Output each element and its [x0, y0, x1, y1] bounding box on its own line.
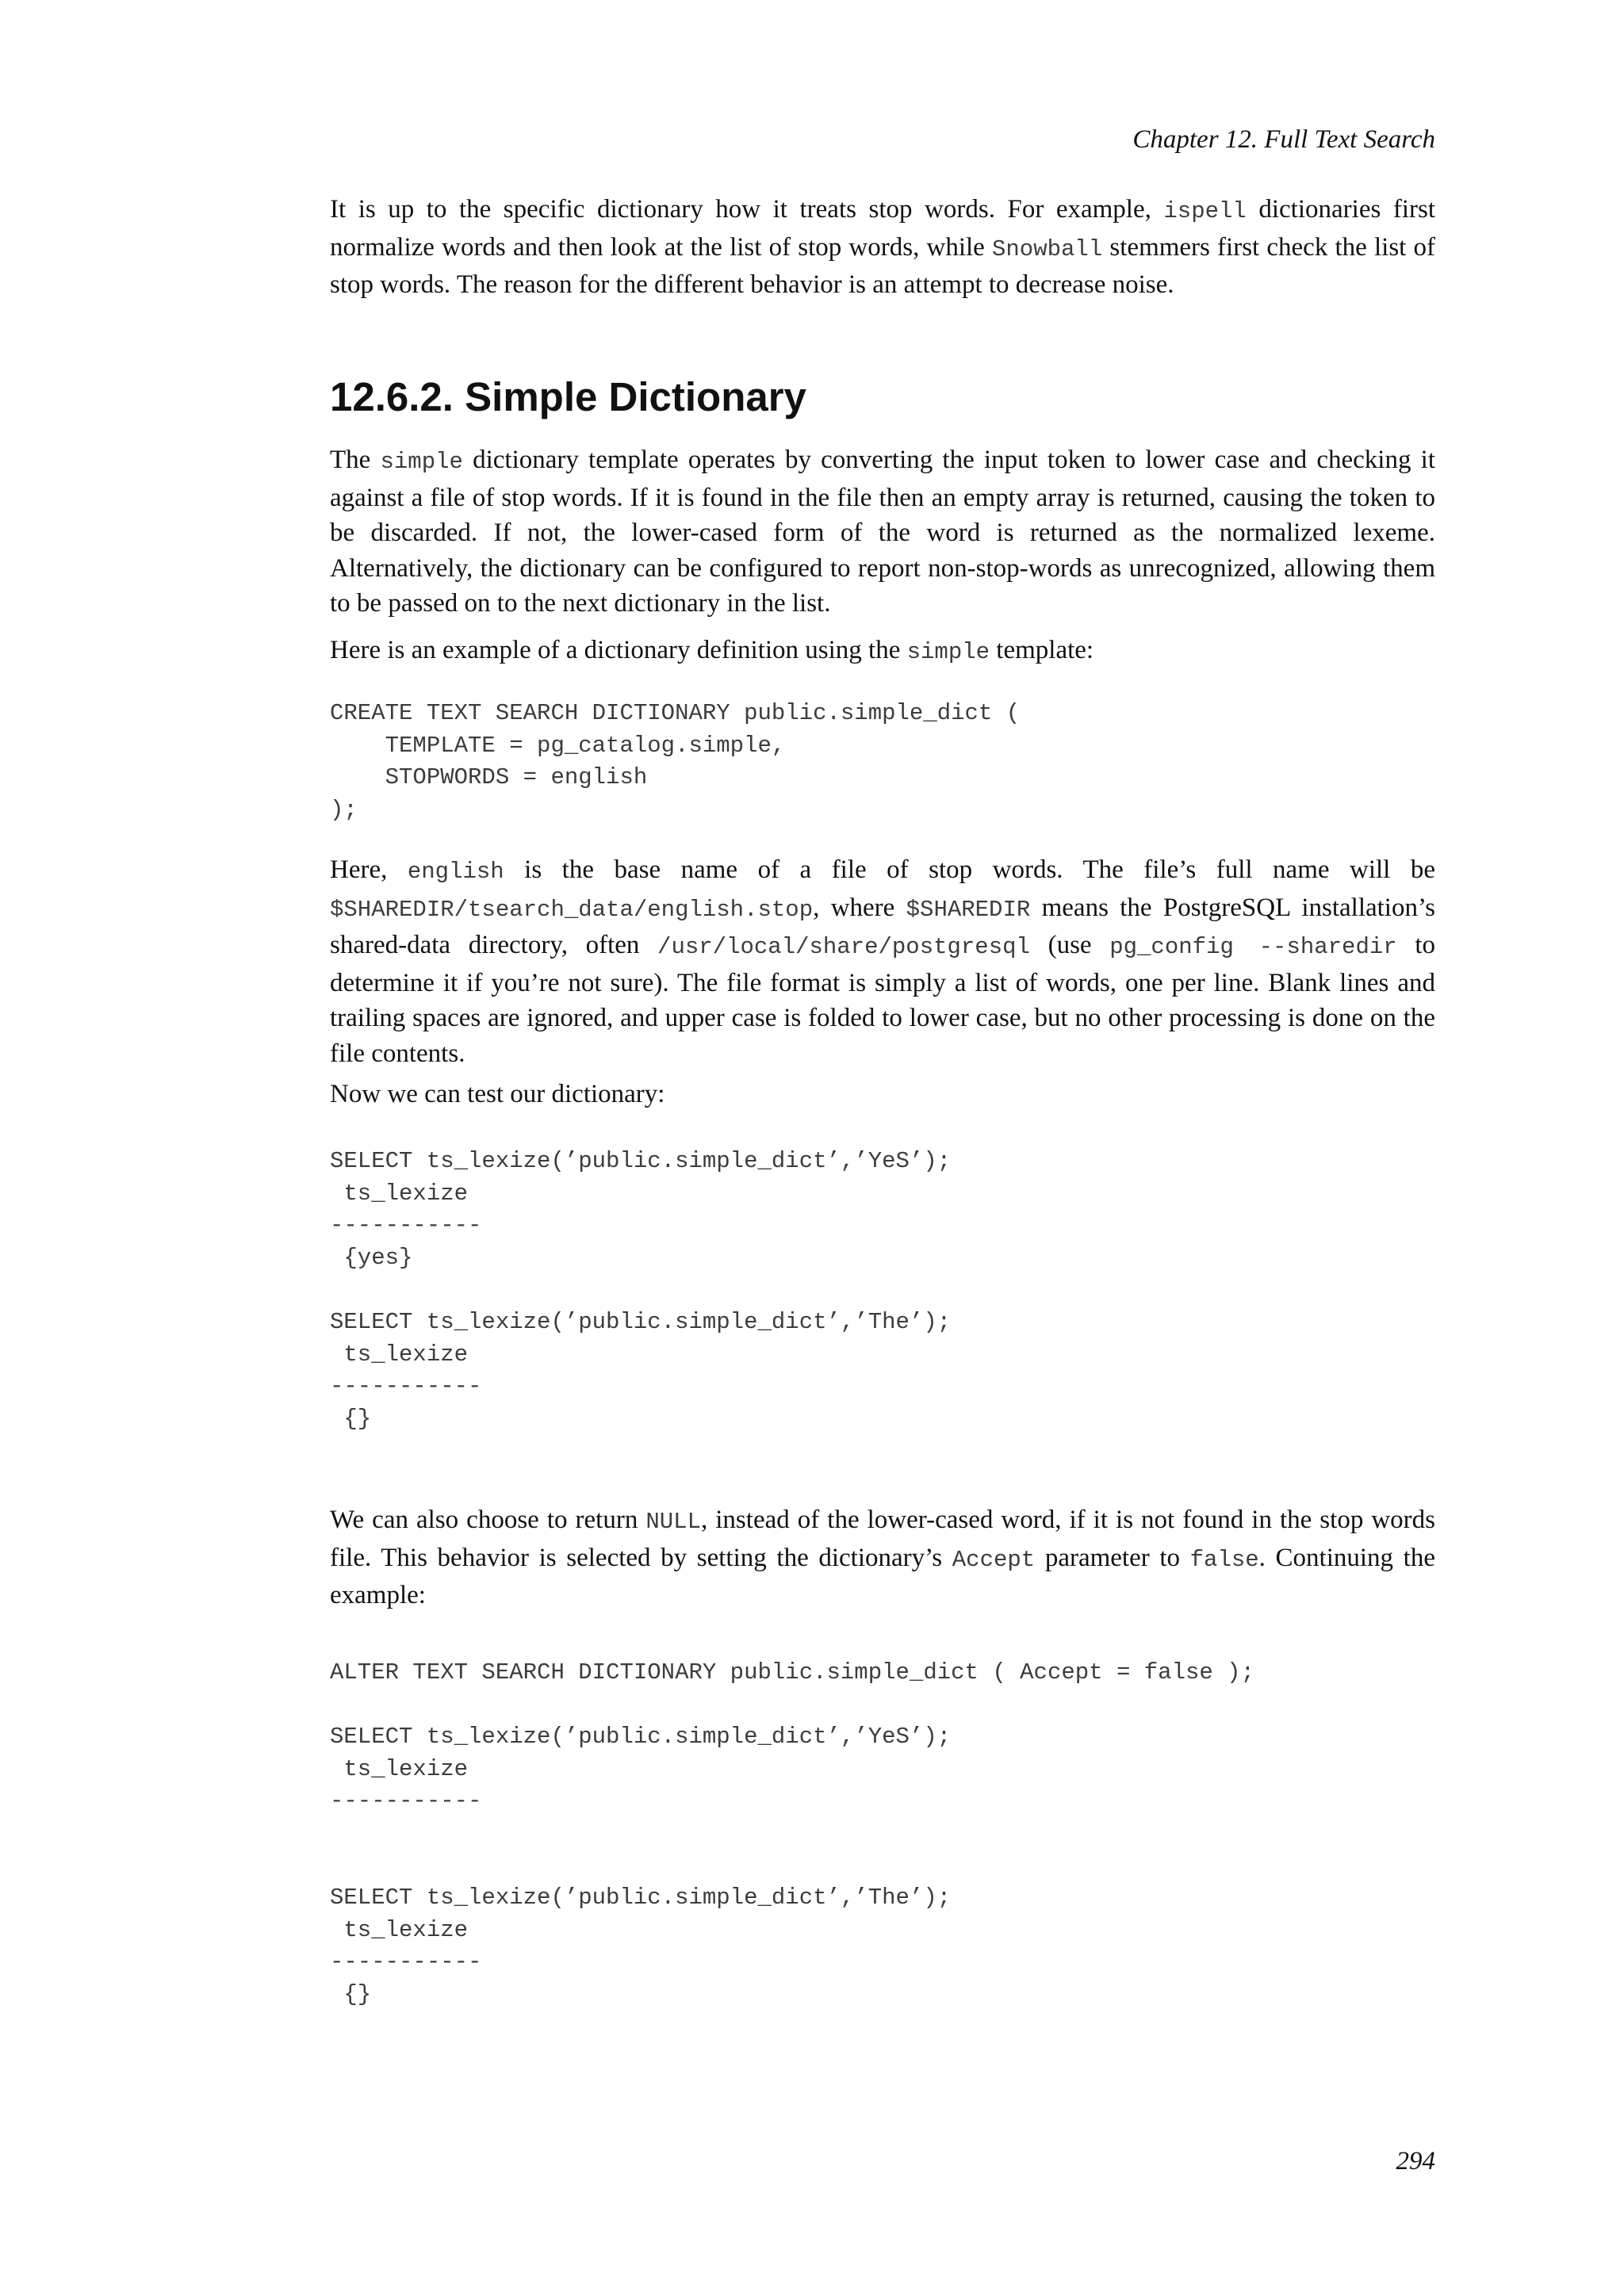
intro-paragraph: [330, 192, 1435, 303]
paragraph-stopwords-file: [330, 852, 1435, 1071]
inline-code: english: [407, 859, 504, 885]
inline-code: false: [1189, 1546, 1259, 1573]
text-run: , where: [813, 893, 906, 922]
text-run: stemmers first check the list of stop words. The reason for the different behavior is an attempt to decrease noise.: [330, 232, 1435, 299]
text-run: We can also choose to return: [330, 1506, 646, 1534]
text-run: to determine it if you’re not sure). The file format is simply a list of words, one per line. Blank lines and trailing spaces are ignored, and upper case is folded to lower case, but no other processing is done on the file contents.: [330, 931, 1436, 1068]
inline-code: $SHAREDIR: [906, 896, 1031, 923]
text-run: means the PostgreSQL installation’s shared-data directory, often: [330, 893, 1435, 959]
inline-code: ispell: [1163, 198, 1247, 224]
text-run: template:: [990, 636, 1094, 664]
text-run: Now we can test our dictionary:: [330, 1080, 665, 1108]
paragraph-test-intro: [330, 1077, 1435, 1112]
inline-code: pg_config --sharedir: [1109, 934, 1397, 960]
text-run: Here is an example of a dictionary definition using the: [330, 636, 907, 664]
paragraph-example-intro: [330, 633, 1435, 671]
section-heading: 12.6.2. Simple Dictionary: [330, 374, 806, 419]
text-run: Here,: [330, 855, 408, 884]
inline-code: Snowball: [992, 235, 1103, 262]
inline-code: simple: [380, 449, 463, 475]
text-run: dictionaries first normalize words and then look at the list of stop words, while: [330, 195, 1435, 262]
running-header: Chapter 12. Full Text Search: [1132, 125, 1435, 154]
text-run: (use: [1029, 931, 1110, 959]
text-run: It is up to the specific dictionary how it treats stop words. For example,: [330, 195, 1164, 224]
code-block-alter-dictionary: ALTER TEXT SEARCH DICTIONARY public.simple_dict ( Accept = false ); SELECT ts_lexize(’public.simple_dict’,’YeS’); ts_lexize ----------- SELECT ts_lexize(’public.simple_dict’,’The’); ts_lexize ----------- {}: [330, 1659, 1254, 2007]
text-run: is the base name of a file of stop words. The file’s full name will be: [504, 855, 1435, 884]
text-run: . Continuing the example:: [330, 1543, 1435, 1609]
document-page: [330, 0, 1435, 2296]
text-run: dictionary template operates by converting the input token to lower case and checking it against a file of stop words. If it is found in the file then an empty array is returned, causing the token to be discarded. If not, the lower-cased form of the word is returned as the normalized lexeme. Alternatively, the dictionary can be configured to report non-stop-words as unrecognized, allowing them to be passed on to the next dictionary in the list.: [330, 446, 1435, 618]
inline-code: simple: [906, 639, 990, 665]
inline-code: Accept: [952, 1546, 1036, 1573]
inline-code: NULL: [645, 1509, 701, 1535]
inline-code: /usr/local/share/postgresql: [657, 934, 1030, 960]
paragraph-simple-template: [330, 442, 1435, 622]
page-number: 294: [1396, 2147, 1435, 2175]
code-block-test-lexize: SELECT ts_lexize(’public.simple_dict’,’YeS’); ts_lexize ----------- {yes} SELECT ts_lexize(’public.simple_dict’,’The’); ts_lexize ----------- {}: [330, 1148, 952, 1432]
text-run: parameter to: [1035, 1543, 1190, 1572]
code-block-create-dictionary: CREATE TEXT SEARCH DICTIONARY public.simple_dict ( TEMPLATE = pg_catalog.simple, STOPWORDS = english );: [330, 700, 1021, 823]
text-run: The: [330, 446, 381, 474]
text-run: , instead of the lower-cased word, if it is not found in the stop words file. This behavior is selected by setting the dictionary’s: [330, 1506, 1436, 1572]
inline-code: $SHAREDIR/tsearch_data/english.stop: [330, 896, 814, 923]
paragraph-accept-parameter: [330, 1502, 1435, 1613]
